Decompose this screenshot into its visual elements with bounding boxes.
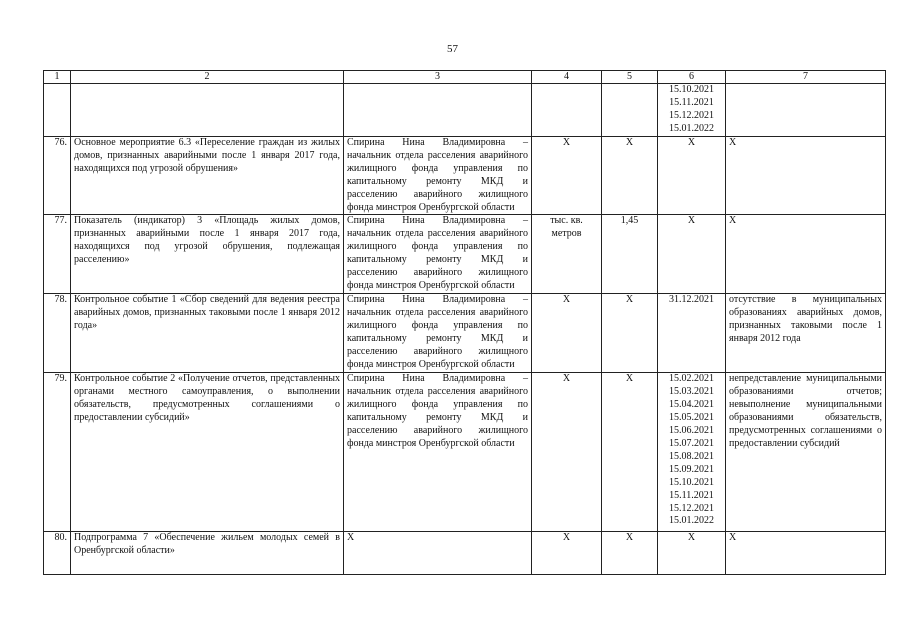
date-line: 15.07.2021: [669, 437, 714, 449]
date-line: X: [687, 215, 696, 227]
date-line: X: [687, 532, 696, 544]
date-line: 15.11.2021: [669, 489, 714, 501]
cell-responsible: Спирина Нина Владимировна – начальник отдела расселения аварийного жилищного фонда управления по капитальному ремонту МКД и расселению аварийного жилищного фонда минстроя Оренбургской области: [344, 137, 532, 215]
cell-name: Контрольное событие 2 «Получение отчетов, представленных органами местного самоуправления, о выполнении обязательств, предусмотренных соглашениями о предоставлении субсидий»: [71, 373, 344, 532]
date-line: 15.02.2021: [669, 373, 714, 385]
cell-note: X: [726, 532, 886, 575]
cell-responsible: [344, 84, 532, 137]
date-line: 15.05.2021: [669, 412, 714, 424]
cell-num: [44, 84, 71, 137]
header-cell: 2: [71, 71, 344, 84]
cell-num: 76.: [44, 137, 71, 215]
cell-note: X: [726, 215, 886, 294]
header-cell: 4: [532, 71, 602, 84]
cell-responsible: X: [344, 532, 532, 575]
cell-responsible: Спирина Нина Владимировна – начальник отдела расселения аварийного жилищного фонда управления по капитальному ремонту МКД и расселению аварийного жилищного фонда минстроя Оренбургской области: [344, 373, 532, 532]
cell-value: X: [602, 294, 658, 373]
page-number: 57: [447, 43, 458, 55]
cell-name: Показатель (индикатор) 3 «Площадь жилых домов, признанных аварийными после 1 января 2017 года, находящихся под угрозой обрушения, подлежащая расселению»: [71, 215, 344, 294]
date-line: 15.03.2021: [669, 386, 714, 398]
date-line: 15.01.2022: [669, 122, 714, 134]
cell-note: отсутствие в муниципальных образованиях аварийных домов, признанных таковыми после 1 января 2012 года: [726, 294, 886, 373]
cell-dates: [658, 84, 726, 137]
cell-note: [726, 84, 886, 137]
date-line: 15.12.2021: [669, 502, 714, 514]
cell-unit: X: [532, 294, 602, 373]
date-line: 15.01.2022: [669, 515, 714, 527]
table-row: [44, 294, 886, 373]
cell-note: непредставление муниципальными образованиями отчетов; невыполнение муниципальными образованиями обязательств, предусмотренных соглашениями о предоставлении субсидий: [726, 373, 886, 532]
header-cell: 1: [44, 71, 71, 84]
cell-name: [71, 84, 344, 137]
cell-responsible: Спирина Нина Владимировна – начальник отдела расселения аварийного жилищного фонда управления по капитальному ремонту МКД и расселению аварийного жилищного фонда минстроя Оренбургской области: [344, 215, 532, 294]
cell-num: 80.: [44, 532, 71, 575]
cell-unit: X: [532, 532, 602, 575]
cell-unit: тыс. кв. метров: [532, 215, 602, 294]
cell-note: X: [726, 137, 886, 215]
date-line: 15.10.2021: [669, 84, 714, 95]
header-cell: 7: [726, 71, 886, 84]
cell-dates: [658, 532, 726, 575]
cell-dates: [658, 373, 726, 532]
date-line: 15.08.2021: [669, 450, 714, 462]
cell-unit: X: [532, 137, 602, 215]
date-line: 31.12.2021: [669, 294, 714, 306]
table-row: [44, 215, 886, 294]
header-cell: 3: [344, 71, 532, 84]
cell-name: Основное мероприятие 6.3 «Переселение граждан из жилых домов, признанных аварийными после 1 января 2017 года, находящихся под угрозой обрушения»: [71, 137, 344, 215]
cell-name: Подпрограмма 7 «Обеспечение жильем молодых семей в Оренбургской области»: [71, 532, 344, 575]
header-cell: 6: [658, 71, 726, 84]
table-row: [44, 532, 886, 575]
cell-value: X: [602, 137, 658, 215]
cell-dates: [658, 294, 726, 373]
cell-dates: [658, 137, 726, 215]
date-line: 15.06.2021: [669, 425, 714, 437]
cell-unit: [532, 84, 602, 137]
cell-name: Контрольное событие 1 «Сбор сведений для ведения реестра аварийных домов, признанных таковыми после 1 января 2012 года»: [71, 294, 344, 373]
date-line: 15.09.2021: [669, 463, 714, 475]
cell-value: 1,45: [602, 215, 658, 294]
cell-responsible: Спирина Нина Владимировна – начальник отдела расселения аварийного жилищного фонда управления по капитальному ремонту МКД и расселению аварийного жилищного фонда минстроя Оренбургской области: [344, 294, 532, 373]
date-line: 15.12.2021: [669, 109, 714, 121]
table-row: [44, 373, 886, 532]
cell-value: X: [602, 532, 658, 575]
header-cell: 5: [602, 71, 658, 84]
cell-num: 79.: [44, 373, 71, 532]
table-row: [44, 137, 886, 215]
date-line: 15.04.2021: [669, 399, 714, 411]
date-line: X: [687, 137, 696, 148]
header-row: [44, 71, 886, 84]
cell-num: 77.: [44, 215, 71, 294]
cell-num: 78.: [44, 294, 71, 373]
date-line: 15.11.2021: [669, 96, 714, 108]
date-line: 15.10.2021: [669, 476, 714, 488]
cell-dates: [658, 215, 726, 294]
cell-unit: X: [532, 373, 602, 532]
cell-value: X: [602, 373, 658, 532]
schedule-table: [43, 70, 886, 575]
table-row-continuation: [44, 84, 886, 137]
cell-value: [602, 84, 658, 137]
